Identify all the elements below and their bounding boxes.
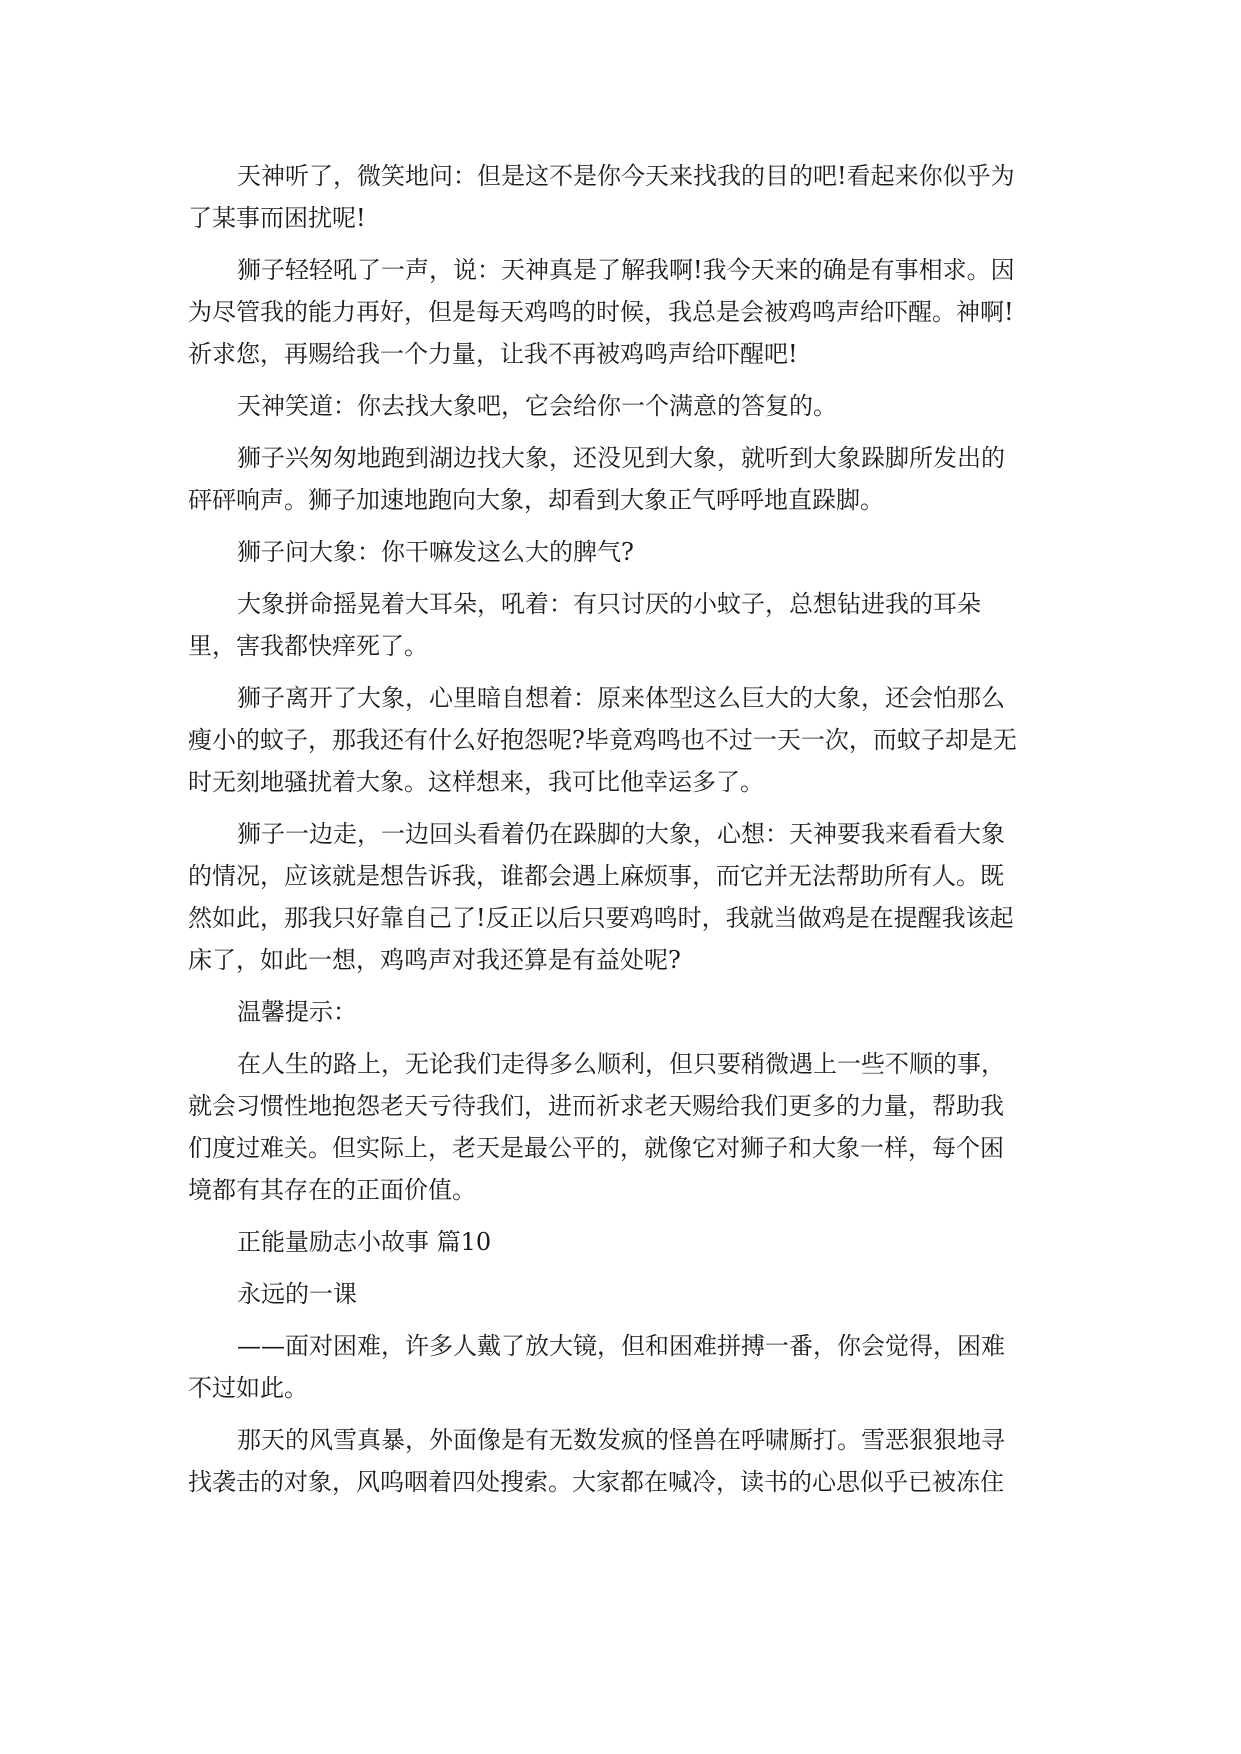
text-line: 祈求您，再赐给我一个力量，让我不再被鸡鸣声给吓醒吧! (188, 340, 798, 368)
text-line: 了某事而困扰呢! (188, 204, 366, 232)
text-line: 里，害我都快痒死了。 (188, 632, 428, 660)
paragraph (188, 155, 1058, 239)
text-line: 就会习惯性地抱怨老天亏待我们，进而祈求老天赐给我们更多的力量，帮助我 (188, 1092, 1004, 1120)
paragraph (188, 1325, 1058, 1409)
text-line: 温馨提示： (237, 998, 357, 1026)
document-body (188, 155, 1058, 1503)
text-line: 为尽管我的能力再好，但是每天鸡鸣的时候，我总是会被鸡鸣声给吓醒。神啊! (188, 298, 1014, 326)
paragraph (188, 531, 1058, 573)
paragraph (188, 437, 1058, 521)
text-line: 的情况，应该就是想告诉我，谁都会遇上麻烦事，而它并无法帮助所有人。既 (188, 862, 1004, 890)
paragraph (188, 1273, 1058, 1315)
paragraph (188, 991, 1058, 1033)
text-line: 境都有其存在的正面价值。 (188, 1176, 476, 1204)
paragraph (188, 385, 1058, 427)
paragraph (188, 1419, 1058, 1503)
paragraph (188, 813, 1058, 981)
text-line: 不过如此。 (188, 1374, 308, 1402)
text-line: 那天的风雪真暴，外面像是有无数发疯的怪兽在呼啸厮打。雪恶狠狠地寻 (237, 1426, 1005, 1454)
text-line: 找袭击的对象，风呜咽着四处搜索。大家都在喊冷，读书的心思似乎已被冻住 (188, 1468, 1004, 1496)
text-line: 瘦小的蚊子，那我还有什么好抱怨呢?毕竟鸡鸣也不过一天一次，而蚊子却是无 (188, 726, 1017, 754)
text-line: 狮子问大象：你干嘛发这么大的脾气? (237, 538, 634, 566)
text-line: 狮子离开了大象，心里暗自想着：原来体型这么巨大的大象，还会怕那么 (237, 684, 1005, 712)
text-line: ——面对困难，许多人戴了放大镜，但和困难拼搏一番，你会觉得，困难 (237, 1332, 1005, 1360)
text-line: 永远的一课 (237, 1280, 357, 1308)
text-line: 正能量励志小故事 篇10 (237, 1228, 492, 1256)
document-page (188, 155, 1058, 1513)
text-line: 狮子一边走，一边回头看着仍在跺脚的大象，心想：天神要我来看看大象 (237, 820, 1005, 848)
text-line: 天神笑道：你去找大象吧，它会给你一个满意的答复的。 (237, 392, 837, 420)
text-line: 然如此，那我只好靠自己了!反正以后只要鸡鸣时，我就当做鸡是在提醒我该起 (188, 904, 1014, 932)
text-line: 在人生的路上，无论我们走得多么顺利，但只要稍微遇上一些不顺的事， (237, 1050, 1005, 1078)
text-line: 们度过难关。但实际上，老天是最公平的，就像它对狮子和大象一样，每个困 (188, 1134, 1004, 1162)
text-line: 天神听了，微笑地问：但是这不是你今天来找我的目的吧!看起来你似乎为 (237, 162, 1015, 190)
text-line: 时无刻地骚扰着大象。这样想来，我可比他幸运多了。 (188, 768, 764, 796)
paragraph (188, 677, 1058, 803)
text-line: 床了，如此一想，鸡鸣声对我还算是有益处呢? (188, 946, 681, 974)
text-line: 狮子轻轻吼了一声，说：天神真是了解我啊!我今天来的确是有事相求。因 (237, 256, 1015, 284)
paragraph (188, 1043, 1058, 1211)
text-line: 大象拼命摇晃着大耳朵，吼着：有只讨厌的小蚊子，总想钻进我的耳朵 (237, 590, 981, 618)
text-line: 狮子兴匆匆地跑到湖边找大象，还没见到大象，就听到大象跺脚所发出的 (237, 444, 1005, 472)
paragraph (188, 249, 1058, 375)
paragraph (188, 583, 1058, 667)
text-line: 砰砰响声。狮子加速地跑向大象，却看到大象正气呼呼地直跺脚。 (188, 486, 884, 514)
paragraph (188, 1221, 1058, 1263)
